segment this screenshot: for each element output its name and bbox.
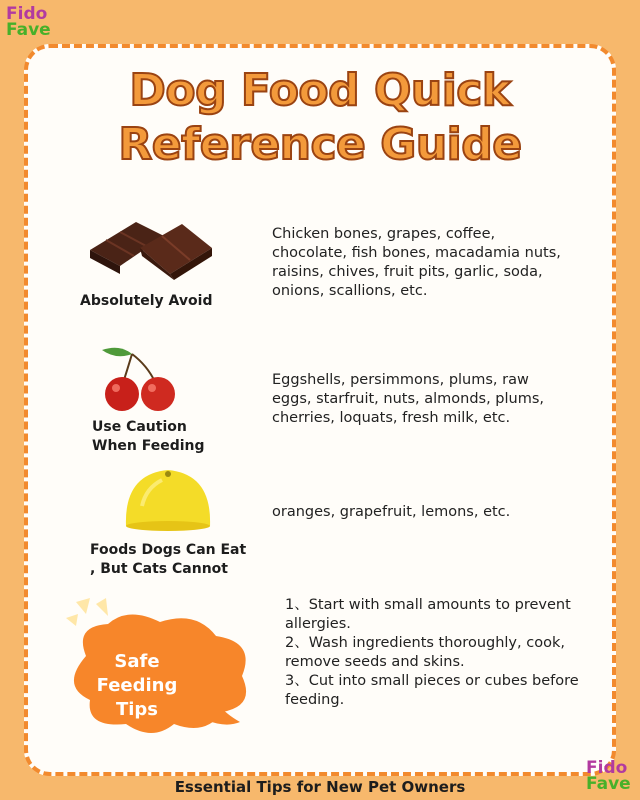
section-label-caution: Use Caution When Feeding bbox=[92, 419, 205, 454]
section-text-dogs-only: oranges, grapefruit, lemons, etc. bbox=[272, 504, 511, 520]
logo-top bbox=[6, 6, 51, 38]
logo-line2: Fave bbox=[6, 20, 51, 40]
section-label-dogs-only: Foods Dogs Can Eat , But Cats Cannot bbox=[90, 542, 247, 577]
tip-item: 1、Start with small amounts to prevent allergies. bbox=[285, 597, 571, 632]
footer-caption: Essential Tips for New Pet Owners bbox=[174, 778, 466, 796]
logo-line1: Fido bbox=[586, 758, 628, 778]
tips-badge-label: Safe Feeding Tips bbox=[96, 651, 178, 720]
tip-item: 3、Cut into small pieces or cubes before feeding. bbox=[285, 673, 579, 708]
cherry-icon bbox=[98, 344, 182, 414]
orange-icon bbox=[122, 466, 214, 532]
logo-bottom bbox=[586, 760, 631, 792]
logo-line1: Fido bbox=[6, 4, 48, 24]
page-title bbox=[0, 64, 640, 172]
section-text-caution: Eggshells, persimmons, plums, raw eggs, starfruit, nuts, almonds, plums, cherries, loquats, fresh milk, etc. bbox=[272, 372, 545, 426]
logo-line2: Fave bbox=[586, 774, 631, 794]
section-text-avoid: Chicken bones, grapes, coffee, chocolate, fish bones, macadamia nuts, raisins, chives, fruit pits, garlic, soda, onions, scallions, etc. bbox=[272, 226, 561, 299]
title-line2: Reference Guide bbox=[118, 119, 522, 170]
tips-list bbox=[285, 596, 595, 710]
chocolate-icon bbox=[84, 214, 214, 280]
section-label-avoid: Absolutely Avoid bbox=[80, 293, 213, 309]
tip-item: 2、Wash ingredients thoroughly, cook, remove seeds and skins. bbox=[285, 635, 565, 670]
title-line1: Dog Food Quick bbox=[129, 65, 511, 116]
